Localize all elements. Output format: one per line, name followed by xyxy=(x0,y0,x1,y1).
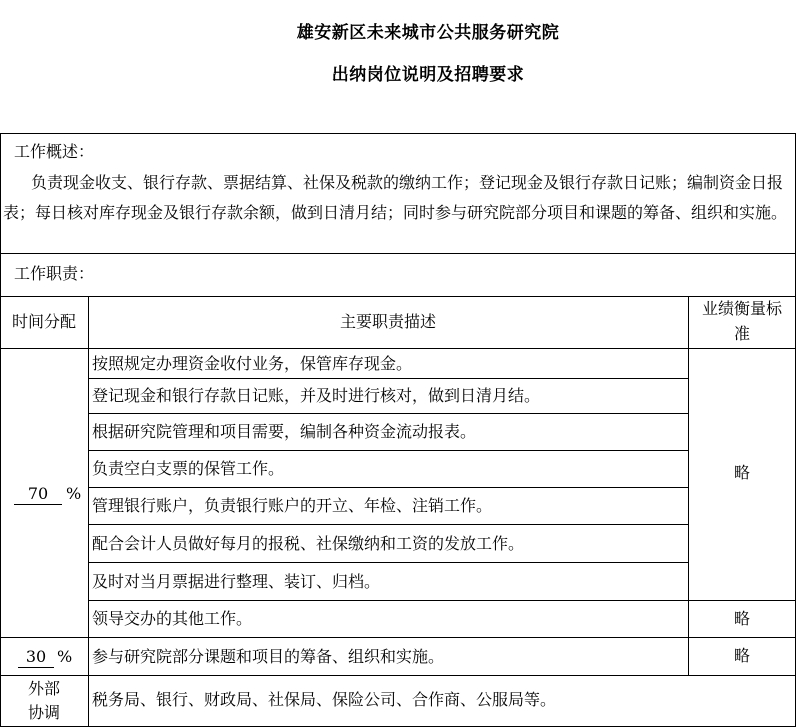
time-share-30: 30 xyxy=(18,647,54,668)
org-title: 雄安新区未来城市公共服务研究院 xyxy=(296,23,560,43)
doc-title: 出纳岗位说明及招聘要求 xyxy=(331,65,525,85)
duty-item: 配合会计人员做好每月的报税、社保缴纳和工资的发放工作。 xyxy=(92,534,525,553)
kpi-group1: 略 xyxy=(733,463,750,482)
duty-item: 登记现金和银行存款日记账，并及时进行核对，做到日清月结。 xyxy=(92,386,541,405)
divider xyxy=(88,296,89,727)
col-header-description: 主要职责描述 xyxy=(339,312,436,331)
overview-text: 负责现金收支、银行存款、票据结算、社保及税款的缴纳工作；登记现金及银行存款日记账；编制资金日报表；每日核对库存现金及银行存款余额，做到日清月结；同时参与研究院部分项目和课题的筹备、组织和实施。 xyxy=(3,173,788,222)
divider xyxy=(88,600,796,601)
external-parties: 税务局、银行、财政局、社保局、保险公司、合作商、公服局等。 xyxy=(92,690,557,709)
duty-item: 管理银行账户，负责银行账户的开立、年检、注销工作。 xyxy=(92,496,493,515)
divider xyxy=(88,378,688,379)
col-header-kpi-cont: 准 xyxy=(733,324,750,343)
divider xyxy=(88,562,688,563)
time-share-70: 70 xyxy=(14,484,62,505)
col-header-kpi: 业绩衡量标 xyxy=(701,299,782,318)
divider xyxy=(88,450,688,451)
duties-label: 工作职责： xyxy=(14,264,95,283)
divider xyxy=(88,413,688,414)
external-label: 外部 xyxy=(27,679,60,698)
divider xyxy=(0,675,796,676)
divider xyxy=(88,487,688,488)
kpi-group2: 略 xyxy=(733,646,750,665)
duty-item: 根据研究院管理和项目需要，编制各种资金流动报表。 xyxy=(92,422,477,441)
divider xyxy=(0,348,796,349)
divider xyxy=(0,253,796,254)
external-label-cont: 协调 xyxy=(27,703,60,722)
duty-item-projects: 参与研究院部分课题和项目的筹备、组织和实施。 xyxy=(92,647,445,666)
divider xyxy=(0,637,796,638)
duty-item: 按照规定办理资金收付业务，保管库存现金。 xyxy=(92,354,413,373)
duty-item-other: 领导交办的其他工作。 xyxy=(92,609,253,628)
percent-sign: % xyxy=(57,647,73,666)
duty-item: 及时对当月票据进行整理、装订、归档。 xyxy=(92,572,381,591)
divider xyxy=(88,524,688,525)
overview-label: 工作概述： xyxy=(14,142,95,161)
kpi-other: 略 xyxy=(733,609,750,628)
col-header-time: 时间分配 xyxy=(11,312,76,331)
divider xyxy=(0,296,796,297)
duty-item: 负责空白支票的保管工作。 xyxy=(92,459,285,478)
percent-sign: % xyxy=(66,484,82,503)
